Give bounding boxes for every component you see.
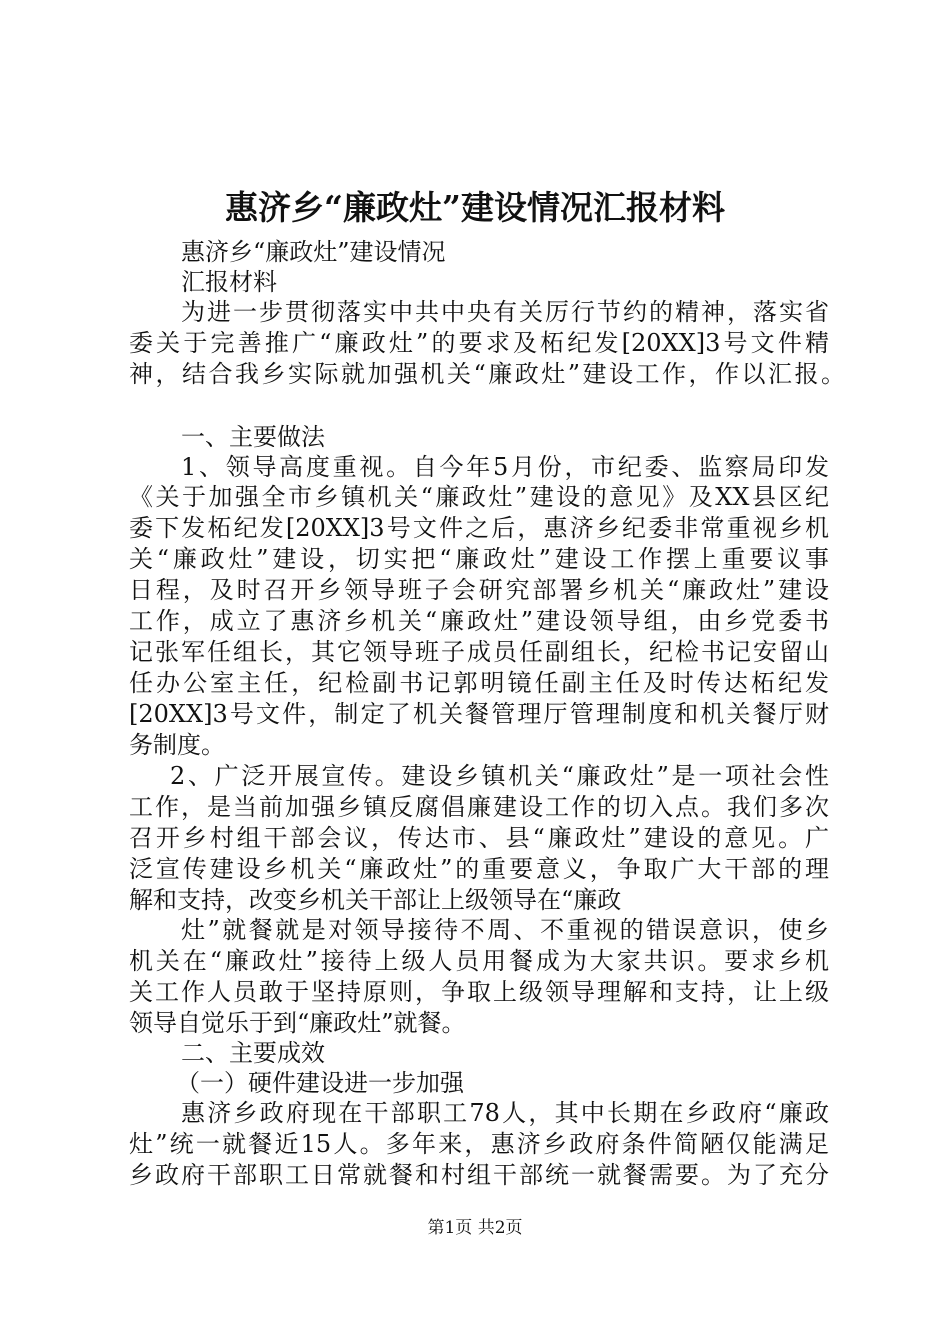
paragraph-line: 神，结合我乡实际就加强机关“廉政灶”建设工作，作以汇报。	[129, 360, 845, 388]
paragraph-line: 2、广泛开展宣传。建设乡镇机关“廉政灶”是一项社会性	[170, 762, 829, 790]
subsection-heading: （一）硬件建设进一步加强	[176, 1069, 464, 1097]
paragraph-line: 领导自觉乐于到“廉政灶”就餐。	[129, 1009, 466, 1037]
paragraph-line: 工作，是当前加强乡镇反腐倡廉建设工作的切入点。我们多次	[129, 793, 829, 821]
paragraph-line: 关“廉政灶”建设，切实把“廉政灶”建设工作摆上重要议事	[129, 545, 829, 573]
paragraph-line: 1、领导高度重视。自今年5月份，市纪委、监察局印发	[181, 453, 829, 481]
page-footer: 第1页 共2页	[427, 1218, 523, 1238]
subtitle-line-2: 汇报材料	[181, 268, 277, 296]
paragraph-line: 解和支持，改变乡机关干部让上级领导在“廉政	[129, 886, 622, 914]
paragraph-line: 灶”就餐就是对领导接待不周、不重视的错误意识，使乡	[181, 916, 829, 944]
paragraph-line: 委下发柘纪发[20XX]3号文件之后，惠济乡纪委非常重视乡机	[129, 514, 829, 542]
paragraph-line: 惠济乡政府现在干部职工78人，其中长期在乡政府“廉政	[181, 1099, 829, 1127]
paragraph-line: 记张军任组长，其它领导班子成员任副组长，纪检书记安留山	[129, 638, 829, 666]
paragraph-line: 任办公室主任，纪检副书记郭明镜任副主任及时传达柘纪发	[129, 669, 829, 697]
subtitle-line-1: 惠济乡“廉政灶”建设情况	[181, 238, 446, 266]
paragraph-line: 务制度。	[129, 731, 225, 759]
paragraph-line: 乡政府干部职工日常就餐和村组干部统一就餐需要。为了充分	[129, 1161, 829, 1189]
paragraph-line: 泛宣传建设乡机关“廉政灶”的重要意义，争取广大干部的理	[129, 855, 829, 883]
paragraph-line: 《关于加强全市乡镇机关“廉政灶”建设的意见》及XX县区纪	[129, 483, 829, 511]
section-heading: 二、主要成效	[181, 1039, 325, 1067]
paragraph-line: 关工作人员敢于坚持原则，争取上级领导理解和支持，让上级	[129, 978, 829, 1006]
document-title: 惠济乡“廉政灶”建设情况汇报材料	[225, 188, 725, 227]
paragraph-line: 召开乡村组干部会议，传达市、县“廉政灶”建设的意见。广	[129, 824, 829, 852]
paragraph-line: 灶”统一就餐近15人。多年来，惠济乡政府条件简陋仅能满足	[129, 1130, 829, 1158]
paragraph-line: 机关在“廉政灶”接待上级人员用餐成为大家共识。要求乡机	[129, 947, 829, 975]
paragraph-line: 委关于完善推广“廉政灶”的要求及柘纪发[20XX]3号文件精	[129, 329, 829, 357]
paragraph-line: 日程，及时召开乡领导班子会研究部署乡机关“廉政灶”建设	[129, 576, 829, 604]
section-heading: 一、主要做法	[181, 423, 325, 451]
paragraph-line: 为进一步贯彻落实中共中央有关厉行节约的精神，落实省	[181, 298, 829, 326]
paragraph-line: 工作，成立了惠济乡机关“廉政灶”建设领导组，由乡党委书	[129, 607, 829, 635]
paragraph-line: [20XX]3号文件，制定了机关餐管理厅管理制度和机关餐厅财	[129, 700, 829, 728]
